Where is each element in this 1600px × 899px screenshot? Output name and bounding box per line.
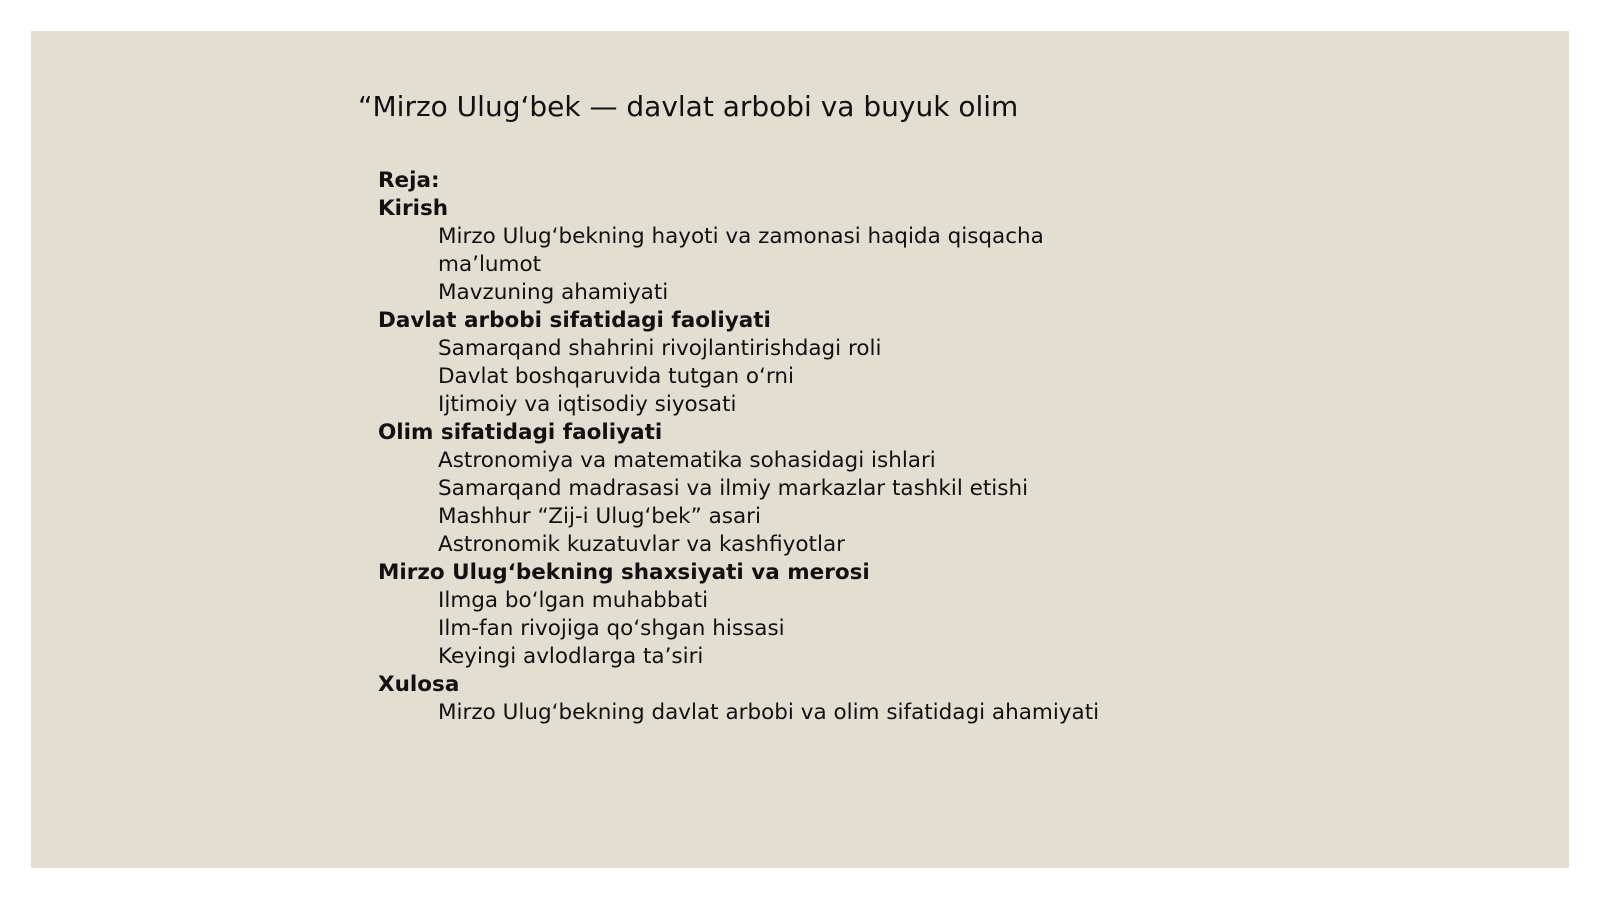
section-title-statesman: Davlat arbobi sifatidagi faoliyati bbox=[378, 308, 771, 333]
outline-item: Ijtimoiy va iqtisodiy siyosati bbox=[438, 392, 737, 417]
outline-item: Mavzuning ahamiyati bbox=[438, 280, 669, 305]
outline-item: ma’lumot bbox=[438, 252, 542, 277]
outline-item: Mirzo Ulug‘bekning davlat arbobi va olim sifatidagi ahamiyati bbox=[438, 700, 1100, 725]
outline-item: Mirzo Ulug‘bekning hayoti va zamonasi haqida qisqacha bbox=[438, 224, 1044, 249]
section-title-conclusion: Xulosa bbox=[378, 672, 460, 697]
outline-item: Davlat boshqaruvida tutgan o‘rni bbox=[438, 364, 794, 389]
section-title-introduction: Kirish bbox=[378, 196, 449, 221]
section-title-scholar: Olim sifatidagi faoliyati bbox=[378, 420, 663, 445]
outline-item: Astronomik kuzatuvlar va kashfiyotlar bbox=[438, 532, 845, 557]
section-title-legacy: Mirzo Ulug‘bekning shaxsiyati va merosi bbox=[378, 560, 870, 585]
plan-outline bbox=[378, 167, 1138, 727]
outline-item: Mashhur “Zij-i Ulug‘bek” asari bbox=[438, 504, 761, 529]
outline-item: Ilmga bo‘lgan muhabbati bbox=[438, 588, 709, 613]
slide-title: “Mirzo Ulug‘bek — davlat arbobi va buyuk olim bbox=[358, 90, 1019, 123]
outline-item: Astronomiya va matematika sohasidagi ishlari bbox=[438, 448, 936, 473]
plan-label: Reja: bbox=[378, 168, 440, 193]
slide bbox=[31, 31, 1569, 868]
outline-item: Keyingi avlodlarga ta’siri bbox=[438, 644, 704, 669]
outline-item: Ilm-fan rivojiga qo‘shgan hissasi bbox=[438, 616, 785, 641]
outline-item: Samarqand shahrini rivojlantirishdagi roli bbox=[438, 336, 882, 361]
outline-item: Samarqand madrasasi va ilmiy markazlar tashkil etishi bbox=[438, 476, 1029, 501]
